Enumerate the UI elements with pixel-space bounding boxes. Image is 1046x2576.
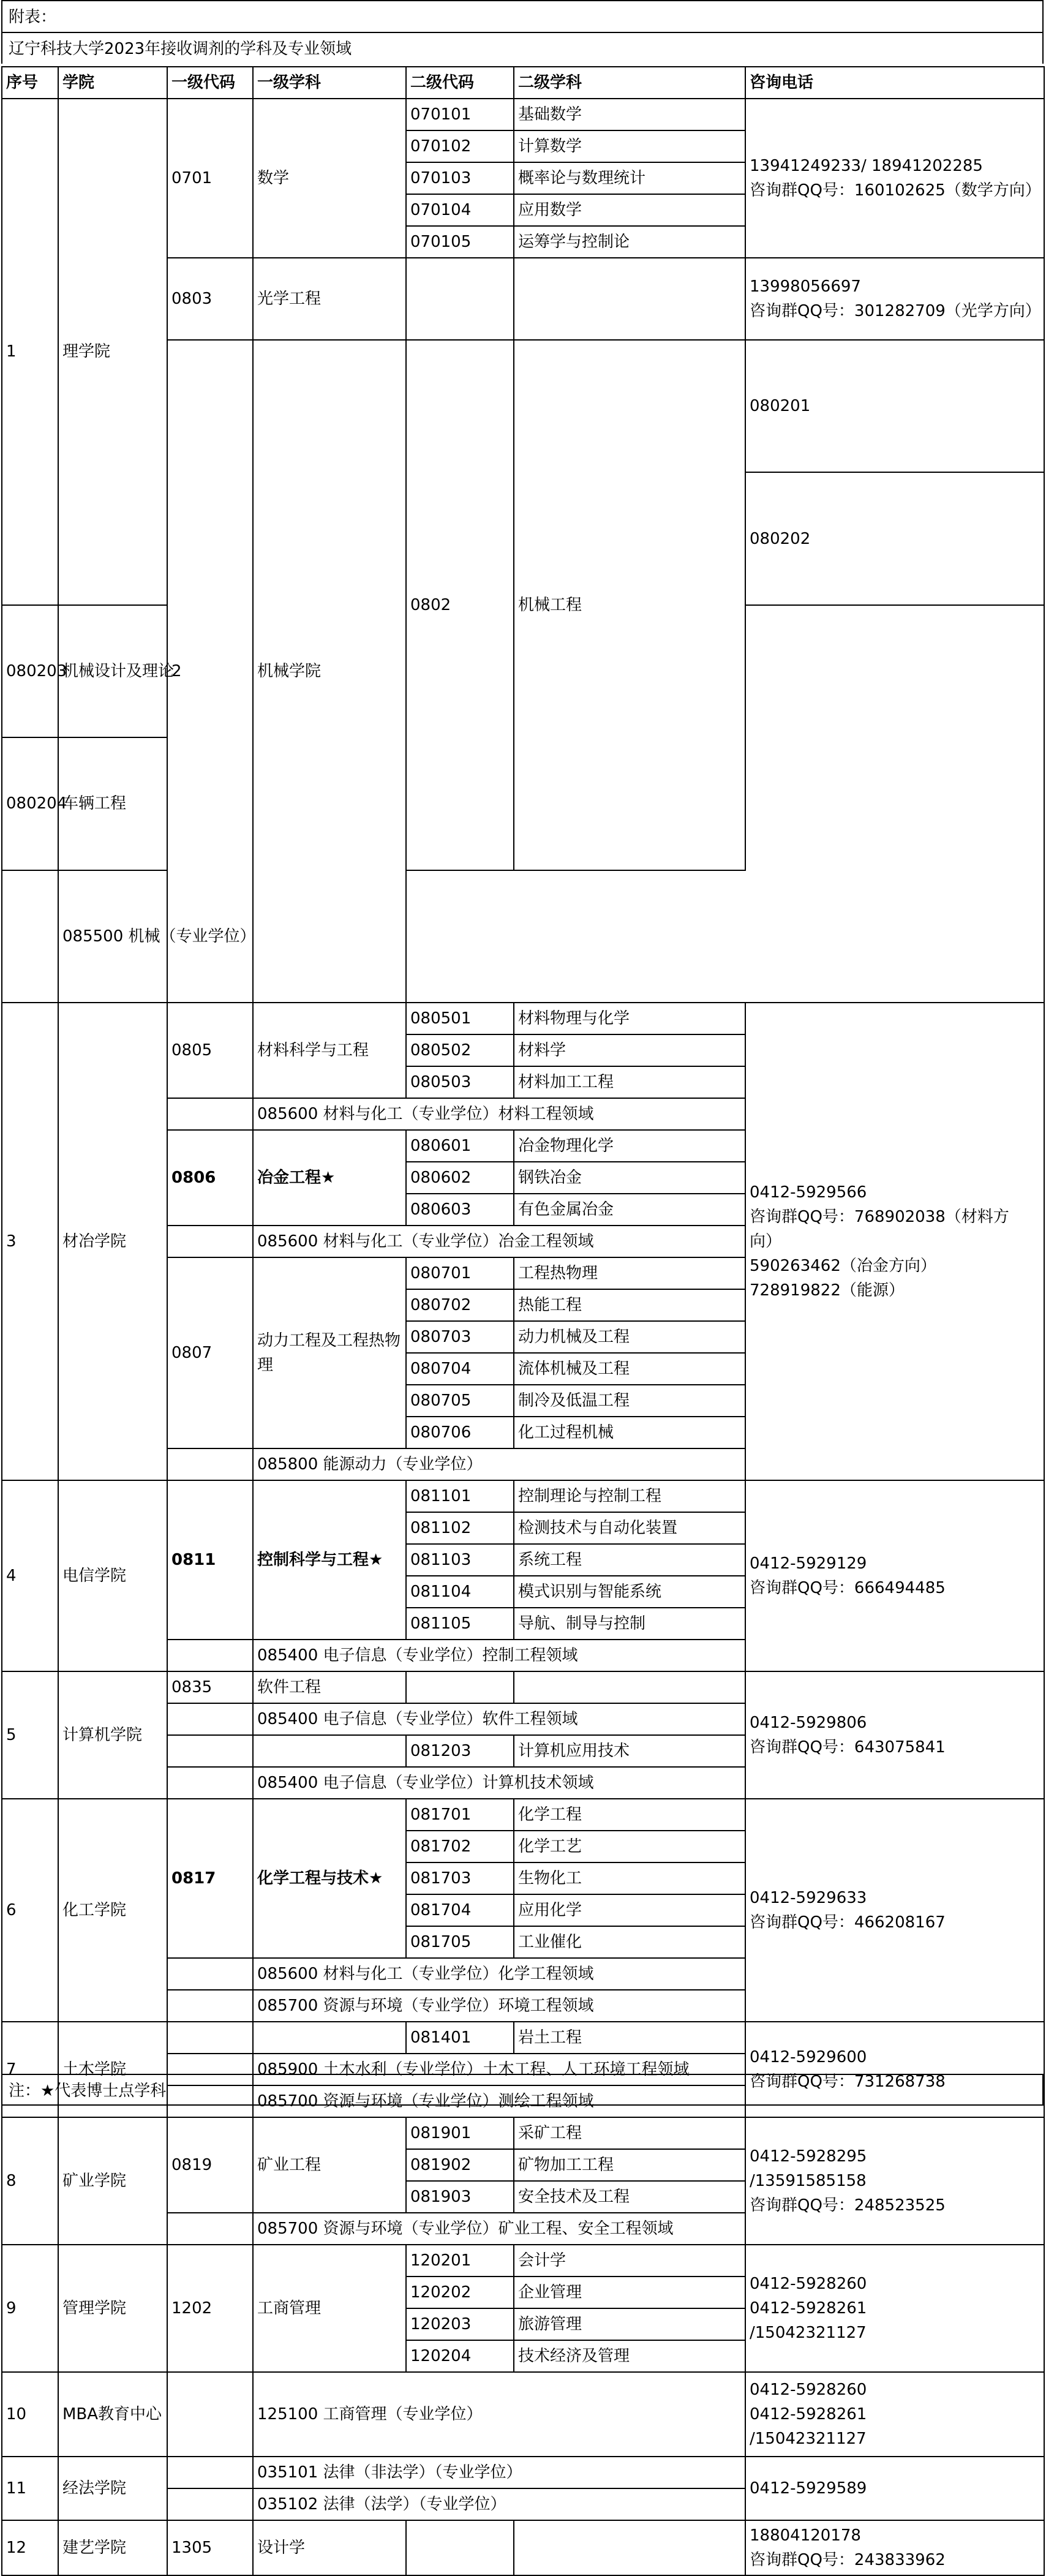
table-cell: 0412-5929633 咨询群QQ号：466208167 [745,1799,1044,2022]
table-cell: 土木学院 [58,2022,167,2117]
table-cell: 0806 [167,1130,253,1226]
column-header: 学院 [58,67,167,99]
table-cell: 0805 [167,1003,253,1098]
table-cell: 080502 [406,1034,514,1066]
table-cell: 085600 材料与化工（专业学位）冶金工程领域 [253,1226,745,1257]
table-cell: 085600 材料与化工（专业学位）材料工程领域 [253,1098,745,1130]
table-cell [167,2457,253,2488]
table-cell: 钢铁冶金 [514,1162,745,1194]
attachment-label: 附表： [1,0,1044,32]
table-cell: 080705 [406,1385,514,1417]
table-cell: 1305 [167,2520,253,2575]
table-cell: 流体机械及工程 [514,1353,745,1385]
table-cell: 导航、制导与控制 [514,1608,745,1640]
table-cell: 基础数学 [514,99,745,130]
table-cell: 085400 电子信息（专业学位）软件工程领域 [253,1703,745,1735]
table-cell: 035102 法律（法学）（专业学位） [253,2488,745,2520]
table-cell [406,2520,514,2575]
table-cell: 化工学院 [58,1799,167,2022]
table-cell: 车辆工程 [58,737,167,870]
table-cell: 120204 [406,2340,514,2372]
table-cell: 机械设计及理论 [58,605,167,737]
table-row [2,2457,1044,2488]
table-cell [167,2488,253,2520]
table-cell: 080203 [2,605,58,737]
table-cell [167,1640,253,1671]
table-cell: 10 [2,2372,58,2457]
table-cell: 机械工程 [514,340,745,870]
table-cell: 生物化工 [514,1862,745,1894]
table-cell: 热能工程 [514,1289,745,1321]
table-cell [514,258,745,340]
table-cell: 070104 [406,194,514,226]
table-cell: 085800 能源动力（专业学位） [253,1448,745,1480]
table-cell: 矿物加工工程 [514,2149,745,2181]
table-cell: 1202 [167,2245,253,2372]
table-cell: 18804120178 咨询群QQ号：243833962 [745,2520,1044,2575]
table-cell: 081203 [406,1735,514,1767]
table-cell: 0701 [167,99,253,258]
table-cell: 概率论与数理统计 [514,162,745,194]
table-cell: 085700 资源与环境（专业学位）矿业工程、安全工程领域 [253,2213,745,2245]
table-cell: 电信学院 [58,1480,167,1671]
table-row [2,2245,1044,2277]
discipline-table [1,66,1045,2576]
table-cell: 0835 [167,1671,253,1703]
table-cell: 控制科学与工程★ [253,1480,406,1640]
table-cell [406,1671,514,1703]
table-cell: 检测技术与自动化装置 [514,1512,745,1544]
table-cell: 设计学 [253,2520,406,2575]
table-cell: 080202 [745,472,1044,604]
table-cell: 085400 电子信息（专业学位）控制工程领域 [253,1640,745,1671]
table-cell: 9 [2,2245,58,2372]
table-row [2,99,1044,130]
column-header: 二级代码 [406,67,514,99]
table-cell: 081701 [406,1799,514,1831]
table-cell: 081903 [406,2181,514,2213]
table-cell: 计算机学院 [58,1671,167,1799]
table-cell: 计算数学 [514,130,745,162]
table-cell: 材料物理与化学 [514,1003,745,1034]
table-cell: 理学院 [58,99,167,605]
table-cell: 0412-5929129 咨询群QQ号：666494485 [745,1480,1044,1671]
column-header: 咨询电话 [745,67,1044,99]
table-cell: 13998056697 咨询群QQ号：301282709（光学方向） [745,258,1044,340]
table-cell: 120202 [406,2277,514,2308]
table-cell: 模式识别与智能系统 [514,1576,745,1608]
table-cell: 085600 材料与化工（专业学位）化学工程领域 [253,1958,745,1990]
table-cell: 8 [2,2117,58,2245]
table-cell: 建艺学院 [58,2520,167,2575]
table-row [2,1003,1044,1034]
table-cell: 070101 [406,99,514,130]
table-cell [167,1703,253,1735]
table-cell [167,1098,253,1130]
table-cell [167,1448,253,1480]
column-header: 序号 [2,67,58,99]
table-cell: 化学工程 [514,1799,745,1831]
table-cell: 0412-5929600 咨询群QQ号：731268738 [745,2022,1044,2117]
table-cell: 管理学院 [58,2245,167,2372]
table-cell: 0817 [167,1799,253,1958]
table-header-block [1,0,1044,66]
table-cell: 应用化学 [514,1894,745,1926]
table-cell: 软件工程 [253,1671,406,1703]
table-cell: 070105 [406,226,514,258]
table-cell: 有色金属冶金 [514,1194,745,1226]
table-cell [406,258,514,340]
table-cell: 13941249233/ 18941202285 咨询群QQ号：160102625（数学方向） [745,99,1044,258]
table-cell: 0412-5928260 0412-5928261 /15042321127 [745,2372,1044,2457]
table-title: 辽宁科技大学2023年接收调剂的学科及专业领域 [1,32,1044,64]
table-cell: 矿业工程 [253,2117,406,2213]
table-cell: 085700 资源与环境（专业学位）测绘工程领域 [253,2085,745,2117]
table-cell: 081401 [406,2022,514,2054]
table-cell: 0412-5928260 0412-5928261 /15042321127 [745,2245,1044,2372]
table-cell: 化学工艺 [514,1831,745,1862]
table-cell: 旅游管理 [514,2308,745,2340]
table-cell [167,2213,253,2245]
table-cell: 6 [2,1799,58,2022]
table-cell: 080706 [406,1417,514,1448]
table-cell: 080602 [406,1162,514,1194]
table-cell: 材冶学院 [58,1003,167,1480]
table-cell: 085500 机械（专业学位） [58,870,406,1003]
table-cell: 0802 [406,340,514,870]
table-cell: 120203 [406,2308,514,2340]
table-cell: 070102 [406,130,514,162]
table-cell: 0811 [167,1480,253,1640]
table-cell: 035101 法律（非法学）（专业学位） [253,2457,745,2488]
table-cell: 11 [2,2457,58,2520]
header-row [2,67,1044,99]
table-cell [253,1735,406,1767]
table-cell: 085900 土木水利（专业学位）土木工程、人工环境工程领域 [253,2054,745,2085]
table-cell: 5 [2,1671,58,1799]
table-cell: 120201 [406,2245,514,2277]
column-header: 一级代码 [167,67,253,99]
table-cell: 080601 [406,1130,514,1162]
table-cell: 081105 [406,1608,514,1640]
table-cell: 080503 [406,1066,514,1098]
table-cell: 0412-5929589 [745,2457,1044,2520]
table-cell [167,1767,253,1799]
table-cell: 材料学 [514,1034,745,1066]
table-cell [514,2520,745,2575]
table-cell [167,2022,253,2054]
table-cell: 工程热物理 [514,1257,745,1289]
table-cell [167,1958,253,1990]
table-cell [167,2372,253,2457]
table-cell: MBA教育中心 [58,2372,167,2457]
table-cell: 安全技术及工程 [514,2181,745,2213]
table-cell [167,1226,253,1257]
table-cell: 081704 [406,1894,514,1926]
table-cell: 081102 [406,1512,514,1544]
footnote: 注：★代表博士点学科 [1,2074,1044,2106]
table-cell: 岩土工程 [514,2022,745,2054]
table-cell: 081705 [406,1926,514,1958]
table-row [2,2372,1044,2457]
table-row [2,1671,1044,1703]
table-cell: 7 [2,2022,58,2117]
table-cell: 技术经济及管理 [514,2340,745,2372]
table-cell: 070103 [406,162,514,194]
table-cell: 2 [167,340,253,1003]
table-cell [253,2022,406,2054]
table-cell [514,1671,745,1703]
table-cell [167,1735,253,1767]
table-cell: 085700 资源与环境（专业学位）环境工程领域 [253,1990,745,2022]
table-cell: 0412-5929566 咨询群QQ号：768902038（材料方向） 590263462（冶金方向） 728919822（能源） [745,1003,1044,1480]
table-row [2,2117,1044,2149]
table-cell: 机械学院 [253,340,406,1003]
table-cell: 0803 [167,258,253,340]
table-cell: 081703 [406,1862,514,1894]
table-cell: 081101 [406,1480,514,1512]
table-cell: 系统工程 [514,1544,745,1576]
table-cell: 光学工程 [253,258,406,340]
table-cell: 3 [2,1003,58,1480]
table-cell: 冶金物理化学 [514,1130,745,1162]
table-row [2,2520,1044,2575]
table-cell: 应用数学 [514,194,745,226]
table-cell: 制冷及低温工程 [514,1385,745,1417]
table-cell: 冶金工程★ [253,1130,406,1226]
table-row [2,1480,1044,1512]
table-cell: 0819 [167,2117,253,2213]
table-cell: 数学 [253,99,406,258]
table-cell: 085400 电子信息（专业学位）计算机技术领域 [253,1767,745,1799]
table-cell: 会计学 [514,2245,745,2277]
table-cell: 080702 [406,1289,514,1321]
table-cell [167,1990,253,2022]
table-cell: 动力机械及工程 [514,1321,745,1353]
table-cell: 080704 [406,1353,514,1385]
table-row [2,870,1044,1003]
table-cell: 080703 [406,1321,514,1353]
table-cell: 经法学院 [58,2457,167,2520]
table-cell: 0807 [167,1257,253,1448]
table-cell: 动力工程及工程热物理 [253,1257,406,1448]
table-cell: 080603 [406,1194,514,1226]
table-cell: 计算机应用技术 [514,1735,745,1767]
table-cell: 工商管理 [253,2245,406,2372]
table-cell: 企业管理 [514,2277,745,2308]
table-row [2,2022,1044,2054]
table-cell: 矿业学院 [58,2117,167,2245]
table-cell: 081702 [406,1831,514,1862]
table-cell: 化工过程机械 [514,1417,745,1448]
table-cell: 0412-5928295 /13591585158 咨询群QQ号：248523525 [745,2117,1044,2245]
table-cell: 运筹学与控制论 [514,226,745,258]
table-cell: 125100 工商管理（专业学位） [253,2372,745,2457]
table-cell: 1 [2,99,58,605]
table-cell: 控制理论与控制工程 [514,1480,745,1512]
table-cell: 化学工程与技术★ [253,1799,406,1958]
table-cell: 材料科学与工程 [253,1003,406,1098]
table-cell: 081104 [406,1576,514,1608]
table-cell: 080701 [406,1257,514,1289]
table-cell: 081901 [406,2117,514,2149]
table-cell: 080201 [745,340,1044,472]
table-cell: 080501 [406,1003,514,1034]
table-cell: 采矿工程 [514,2117,745,2149]
table-cell: 12 [2,2520,58,2575]
table-row [2,1799,1044,1831]
table-cell [2,870,58,1003]
column-header: 二级学科 [514,67,745,99]
table-cell: 081103 [406,1544,514,1576]
column-header: 一级学科 [253,67,406,99]
table-cell: 080204 [2,737,58,870]
table-cell: 0412-5929806 咨询群QQ号：643075841 [745,1671,1044,1799]
table-cell: 081902 [406,2149,514,2181]
table-cell: 材料加工工程 [514,1066,745,1098]
table-cell: 工业催化 [514,1926,745,1958]
table-cell: 4 [2,1480,58,1671]
